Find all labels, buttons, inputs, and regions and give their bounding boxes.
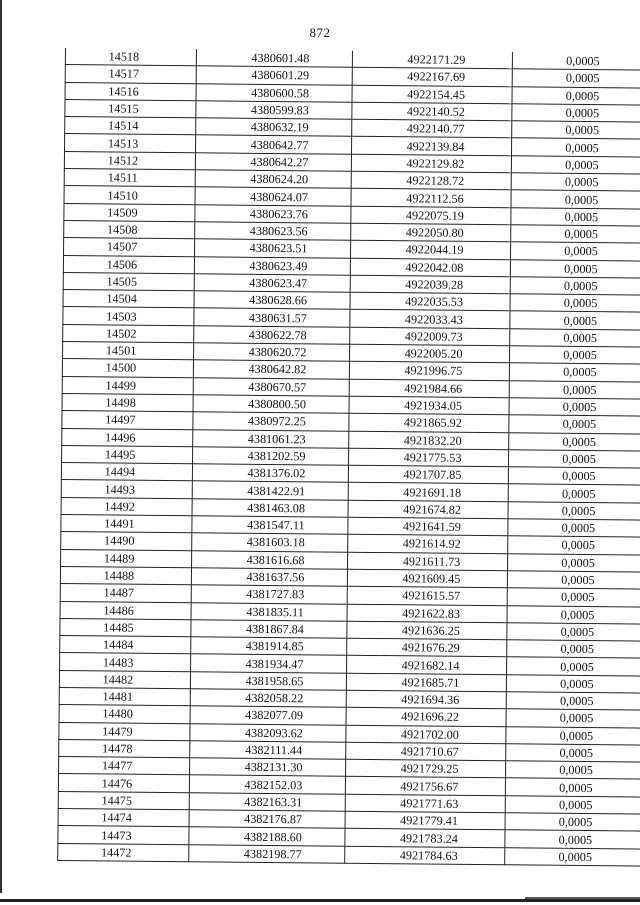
tolerance-cell: 0,0005 <box>509 346 640 365</box>
point-number-cell: 14473 <box>58 826 189 845</box>
point-number-cell: 14517 <box>65 65 196 84</box>
y-coordinate-cell: 4922075.19 <box>351 206 511 225</box>
y-coordinate-cell: 4922140.77 <box>352 119 512 138</box>
tolerance-cell: 0,0005 <box>506 674 640 693</box>
x-coordinate-cell: 4381914.85 <box>191 637 347 656</box>
y-coordinate-cell: 4922128.72 <box>351 171 511 190</box>
x-coordinate-cell: 4380623.56 <box>195 222 351 241</box>
scan-left-edge <box>0 0 2 905</box>
y-coordinate-cell: 4921707.85 <box>348 465 508 484</box>
point-number-cell: 14500 <box>62 359 193 378</box>
point-number-cell: 14513 <box>65 134 196 153</box>
point-number-cell: 14510 <box>64 186 195 205</box>
x-coordinate-cell: 4381463.08 <box>192 498 348 517</box>
point-number-cell: 14512 <box>64 151 195 170</box>
x-coordinate-cell: 4380631.57 <box>194 308 350 327</box>
point-number-cell: 14514 <box>65 117 196 136</box>
y-coordinate-cell: 4922139.84 <box>351 137 511 156</box>
x-coordinate-cell: 4380800.50 <box>193 395 349 414</box>
y-coordinate-cell: 4921615.57 <box>347 586 507 605</box>
page-number: 872 <box>309 25 331 40</box>
x-coordinate-cell: 4380632.19 <box>196 118 352 137</box>
y-coordinate-cell: 4921622.83 <box>347 604 507 623</box>
x-coordinate-cell: 4381835.11 <box>191 602 347 621</box>
point-number-cell: 14497 <box>62 411 193 430</box>
y-coordinate-cell: 4921775.53 <box>349 448 509 467</box>
tolerance-cell: 0,0005 <box>505 847 640 866</box>
y-coordinate-cell: 4921784.63 <box>345 846 505 865</box>
point-number-cell: 14499 <box>62 376 193 395</box>
tolerance-cell: 0,0005 <box>507 588 640 607</box>
point-number-cell: 14475 <box>58 791 189 810</box>
point-number-cell: 14485 <box>60 618 191 637</box>
tolerance-cell: 0,0005 <box>510 311 640 330</box>
tolerance-cell: 0,0005 <box>510 259 640 278</box>
tolerance-cell: 0,0005 <box>511 207 640 226</box>
y-coordinate-cell: 4922039.28 <box>350 275 510 294</box>
tolerance-cell: 0,0005 <box>506 709 640 728</box>
point-number-cell: 14507 <box>64 238 195 257</box>
y-coordinate-cell: 4921702.00 <box>346 725 506 744</box>
x-coordinate-cell: 4381637.56 <box>191 568 347 587</box>
y-coordinate-cell: 4921771.63 <box>345 794 505 813</box>
y-coordinate-cell: 4922050.80 <box>351 223 511 242</box>
tolerance-cell: 0,0005 <box>508 467 640 486</box>
tolerance-cell: 0,0005 <box>512 86 640 105</box>
y-coordinate-cell: 4922033.43 <box>350 310 510 329</box>
point-number-cell: 14482 <box>59 670 190 689</box>
y-coordinate-cell: 4922035.53 <box>350 292 510 311</box>
point-number-cell: 14491 <box>61 514 192 533</box>
tolerance-cell: 0,0005 <box>512 69 640 88</box>
y-coordinate-cell: 4921641.59 <box>348 517 508 536</box>
x-coordinate-cell: 4382111.44 <box>190 741 346 760</box>
x-coordinate-cell: 4381376.02 <box>192 464 348 483</box>
point-number-cell: 14489 <box>61 549 192 568</box>
y-coordinate-cell: 4921614.92 <box>348 535 508 554</box>
y-coordinate-cell: 4921694.36 <box>346 690 506 709</box>
tolerance-cell: 0,0005 <box>511 156 640 175</box>
tolerance-cell: 0,0005 <box>512 121 640 140</box>
tolerance-cell: 0,0005 <box>508 553 640 572</box>
tolerance-cell: 0,0005 <box>506 726 640 745</box>
y-coordinate-cell: 4921609.45 <box>347 569 507 588</box>
point-number-cell: 14480 <box>59 705 190 724</box>
y-coordinate-cell: 4921779.41 <box>345 811 505 830</box>
x-coordinate-cell: 4380628.66 <box>194 291 350 310</box>
tolerance-cell: 0,0005 <box>508 536 640 555</box>
point-number-cell: 14501 <box>63 342 194 361</box>
tolerance-cell: 0,0005 <box>510 277 640 296</box>
point-number-cell: 14474 <box>58 809 189 828</box>
x-coordinate-cell: 4381727.83 <box>191 585 347 604</box>
x-coordinate-cell: 4382198.77 <box>189 844 345 863</box>
x-coordinate-cell: 4382152.03 <box>189 775 345 794</box>
x-coordinate-cell: 4381061.23 <box>193 429 349 448</box>
x-coordinate-cell: 4382093.62 <box>190 723 346 742</box>
y-coordinate-cell: 4921691.18 <box>348 483 508 502</box>
tolerance-cell: 0,0005 <box>505 796 640 815</box>
tolerance-cell: 0,0005 <box>506 692 640 711</box>
point-number-cell: 14506 <box>63 255 194 274</box>
point-number-cell: 14477 <box>59 757 190 776</box>
point-number-cell: 14493 <box>61 480 192 499</box>
x-coordinate-cell: 4380623.51 <box>195 239 351 258</box>
point-number-cell: 14503 <box>63 307 194 326</box>
tolerance-cell: 0,0005 <box>508 484 640 503</box>
y-coordinate-cell: 4921832.20 <box>349 431 509 450</box>
point-number-cell: 14509 <box>64 203 195 222</box>
x-coordinate-cell: 4381422.91 <box>192 481 348 500</box>
point-number-cell: 14487 <box>60 584 191 603</box>
y-coordinate-cell: 4921696.22 <box>346 708 506 727</box>
point-number-cell: 14492 <box>61 497 192 516</box>
x-coordinate-cell: 4380601.29 <box>196 66 352 85</box>
x-coordinate-cell: 4380600.58 <box>196 83 352 102</box>
point-number-cell: 14494 <box>61 463 192 482</box>
point-number-cell: 14483 <box>60 653 191 672</box>
tolerance-cell: 0,0005 <box>508 450 640 469</box>
x-coordinate-cell: 4380622.78 <box>194 325 350 344</box>
tolerance-cell: 0,0005 <box>509 398 640 417</box>
tolerance-cell: 0,0005 <box>511 138 640 157</box>
point-number-cell: 14502 <box>63 324 194 343</box>
y-coordinate-cell: 4922009.73 <box>350 327 510 346</box>
x-coordinate-cell: 4381867.84 <box>191 620 347 639</box>
tolerance-cell: 0,0005 <box>509 432 640 451</box>
tolerance-cell: 0,0005 <box>509 415 640 434</box>
point-number-cell: 14495 <box>62 445 193 464</box>
point-number-cell: 14504 <box>63 290 194 309</box>
y-coordinate-cell: 4922167.69 <box>352 68 512 87</box>
tolerance-cell: 0,0005 <box>507 623 640 642</box>
x-coordinate-cell: 4381202.59 <box>193 447 349 466</box>
y-coordinate-cell: 4922005.20 <box>350 344 510 363</box>
x-coordinate-cell: 4380642.82 <box>193 360 349 379</box>
x-coordinate-cell: 4380972.25 <box>193 412 349 431</box>
x-coordinate-cell: 4380624.07 <box>195 187 351 206</box>
x-coordinate-cell: 4380642.77 <box>196 135 352 154</box>
y-coordinate-cell: 4921865.92 <box>349 413 509 432</box>
tolerance-cell: 0,0005 <box>505 778 640 797</box>
y-coordinate-cell: 4921676.29 <box>347 638 507 657</box>
y-coordinate-cell: 4921729.25 <box>346 759 506 778</box>
point-number-cell: 14486 <box>60 601 191 620</box>
point-number-cell: 14516 <box>65 82 196 101</box>
x-coordinate-cell: 4380623.76 <box>195 204 351 223</box>
y-coordinate-cell: 4922044.19 <box>350 241 510 260</box>
tolerance-cell: 0,0005 <box>507 605 640 624</box>
y-coordinate-cell: 4921636.25 <box>347 621 507 640</box>
point-number-cell: 14481 <box>59 687 190 706</box>
x-coordinate-cell: 4380642.27 <box>195 153 351 172</box>
point-number-cell: 14488 <box>60 566 191 585</box>
x-coordinate-cell: 4381934.47 <box>191 654 347 673</box>
point-number-cell: 14518 <box>65 48 196 66</box>
y-coordinate-cell: 4922042.08 <box>350 258 510 277</box>
x-coordinate-cell: 4380620.72 <box>194 343 350 362</box>
point-number-cell: 14478 <box>59 739 190 758</box>
x-coordinate-cell: 4382188.60 <box>189 827 345 846</box>
y-coordinate-cell: 4922171.29 <box>352 51 512 69</box>
x-coordinate-cell: 4382176.87 <box>189 810 345 829</box>
x-coordinate-cell: 4380599.83 <box>196 101 352 120</box>
y-coordinate-cell: 4921984.66 <box>349 379 509 398</box>
x-coordinate-cell: 4382058.22 <box>190 689 346 708</box>
tolerance-cell: 0,0005 <box>510 294 640 313</box>
y-coordinate-cell: 4921996.75 <box>349 362 509 381</box>
point-number-cell: 14496 <box>62 428 193 447</box>
x-coordinate-cell: 4381616.68 <box>192 550 348 569</box>
y-coordinate-cell: 4921674.82 <box>348 500 508 519</box>
point-number-cell: 14505 <box>63 272 194 291</box>
y-coordinate-cell: 4922129.82 <box>351 154 511 173</box>
tolerance-cell: 0,0005 <box>510 242 640 261</box>
point-number-cell: 14476 <box>58 774 189 793</box>
x-coordinate-cell: 4380623.47 <box>194 274 350 293</box>
tolerance-cell: 0,0005 <box>512 52 640 70</box>
x-coordinate-cell: 4380601.48 <box>196 49 352 67</box>
y-coordinate-cell: 4921710.67 <box>346 742 506 761</box>
coordinates-table-body <box>58 48 640 866</box>
bottom-scan-edge <box>0 893 640 905</box>
tolerance-cell: 0,0005 <box>509 363 640 382</box>
y-coordinate-cell: 4921611.73 <box>348 552 508 571</box>
tolerance-cell: 0,0005 <box>506 744 640 763</box>
tolerance-cell: 0,0005 <box>505 830 640 849</box>
tolerance-cell: 0,0005 <box>507 640 640 659</box>
tolerance-cell: 0,0005 <box>510 329 640 348</box>
x-coordinate-cell: 4382131.30 <box>190 758 346 777</box>
tolerance-cell: 0,0005 <box>511 173 640 192</box>
tolerance-cell: 0,0005 <box>509 380 640 399</box>
y-coordinate-cell: 4921685.71 <box>346 673 506 692</box>
x-coordinate-cell: 4380624.20 <box>195 170 351 189</box>
tolerance-cell: 0,0005 <box>508 501 640 520</box>
coordinates-table <box>57 48 640 867</box>
tolerance-cell: 0,0005 <box>505 813 640 832</box>
point-number-cell: 14479 <box>59 722 190 741</box>
point-number-cell: 14498 <box>62 393 193 412</box>
y-coordinate-cell: 4921682.14 <box>347 656 507 675</box>
y-coordinate-cell: 4921756.67 <box>345 777 505 796</box>
point-number-cell: 14472 <box>58 843 189 862</box>
y-coordinate-cell: 4921934.05 <box>349 396 509 415</box>
point-number-cell: 14508 <box>64 220 195 239</box>
tolerance-cell: 0,0005 <box>512 104 640 123</box>
point-number-cell: 14515 <box>65 99 196 118</box>
x-coordinate-cell: 4381603.18 <box>192 533 348 552</box>
y-coordinate-cell: 4922140.52 <box>352 102 512 121</box>
point-number-cell: 14490 <box>61 532 192 551</box>
point-number-cell: 14511 <box>64 169 195 188</box>
x-coordinate-cell: 4382163.31 <box>189 792 345 811</box>
tolerance-cell: 0,0005 <box>511 225 640 244</box>
y-coordinate-cell: 4922154.45 <box>352 85 512 104</box>
x-coordinate-cell: 4381958.65 <box>190 671 346 690</box>
y-coordinate-cell: 4921783.24 <box>345 829 505 848</box>
point-number-cell: 14484 <box>60 636 191 655</box>
x-coordinate-cell: 4381547.11 <box>192 516 348 535</box>
y-coordinate-cell: 4922112.56 <box>351 189 511 208</box>
tolerance-cell: 0,0005 <box>508 519 640 538</box>
tolerance-cell: 0,0005 <box>507 571 640 590</box>
tolerance-cell: 0,0005 <box>507 657 640 676</box>
x-coordinate-cell: 4380623.49 <box>194 256 350 275</box>
x-coordinate-cell: 4380670.57 <box>193 377 349 396</box>
tolerance-cell: 0,0005 <box>511 190 640 209</box>
tolerance-cell: 0,0005 <box>506 761 640 780</box>
x-coordinate-cell: 4382077.09 <box>190 706 346 725</box>
